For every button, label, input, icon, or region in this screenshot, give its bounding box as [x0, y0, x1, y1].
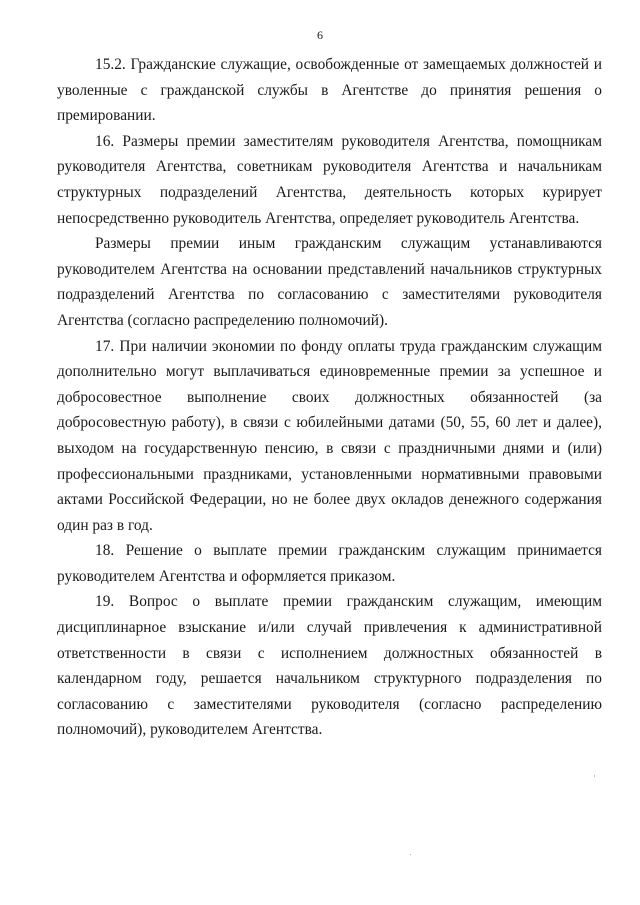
page-number: 6 [317, 28, 323, 42]
paragraph-17: 17. При наличии экономии по фонду оплаты труда гражданским служащим дополнительно могут выплачиваться единовременные премии за успешное и добросовестное выполнение своих должностных обязанностей (за добросовестную работу), в связи с юбилейными датами (50, 55, 60 лет и далее), выходом на государственную пенсию, в связи с праздничными днями и (или) профессиональными праздниками, установленными нормативными правовыми актами Российской Федерации, но не более двух окладов денежного содержания один раз в год. [57, 337, 602, 534]
paragraph-15-2: 15.2. Гражданские служащие, освобожденные от замещаемых должностей и уволенные с гражданской службы в Агентстве до принятия решения о премировании. [57, 56, 602, 125]
paragraph-16: 16. Размеры премии заместителям руководителя Агентства, помощникам руководителя Агентства, советникам руководителя Агентства и начальникам структурных подразделений Агентства, деятельность которых курирует непосредственно руководитель Агентства, определяет руководитель Агентства. [57, 132, 602, 227]
paragraph-16-continued: Размеры премии иным гражданским служащим устанавливаются руководителем Агентства на основании представлений начальников структурных подразделений Агентства по согласованию с заместителями руководителя Агентства (согласно распределению полномочий). [57, 235, 602, 329]
document-body [57, 52, 602, 743]
paragraph-19: 19. Вопрос о выплате премии гражданским служащим, имеющим дисциплинарное взыскание и/или случай привлечения к административной ответственности в связи с исполнением должностных обязанностей в календарном году, решается начальником структурного подразделения по согласованию с заместителями руководителя (согласно распределению полномочий), руководителем Агентства. [57, 593, 602, 739]
scan-speck [410, 854, 411, 855]
scan-speck [594, 775, 595, 777]
paragraph-18: 18. Решение о выплате премии гражданским служащим принимается руководителем Агентства и оформляется приказом. [57, 542, 602, 585]
